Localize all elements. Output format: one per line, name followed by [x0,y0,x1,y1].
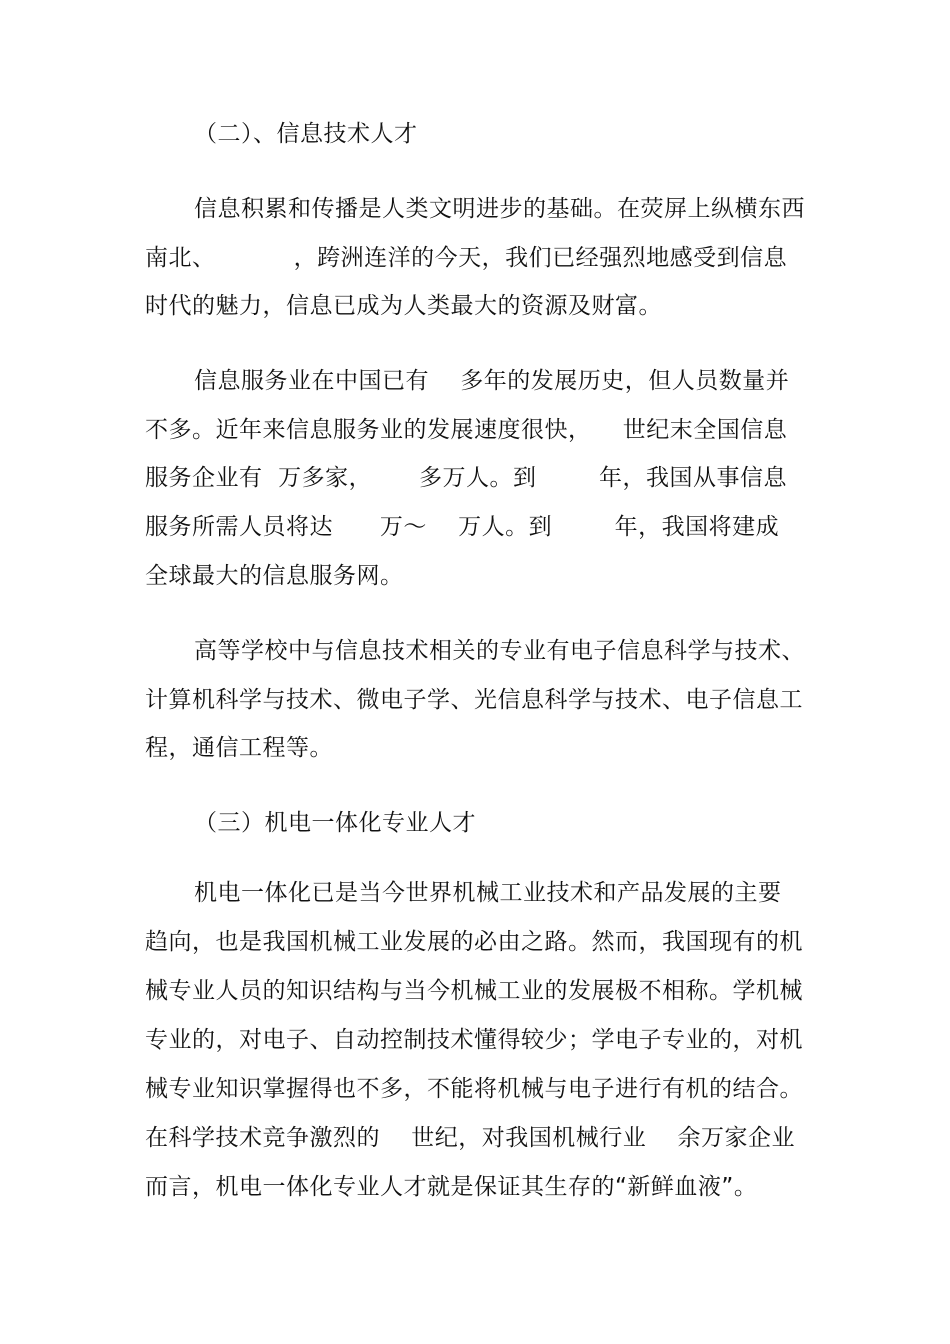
paragraph-line: 南北、 ，跨洲连洋的今天，我们已经强烈地感受到信息 [145,245,788,271]
paragraph-line: 在科学技术竞争激烈的 世纪，对我国机械行业 余万家企业 [145,1125,795,1151]
paragraph-line: 服务所需人员将达 万～ 万人。到 年，我国将建成 [145,514,780,540]
paragraph-line: 程，通信工程等。 [145,735,333,761]
paragraph-line: 专业的，对电子、自动控制技术懂得较少；学电子专业的，对机 [145,1027,803,1053]
paragraph-line: 而言，机电一体化专业人才就是保证其生存的“新鲜血液”。 [145,1174,758,1200]
paragraph-line: 高等学校中与信息技术相关的专业有电子信息科学与技术、 [194,638,805,664]
paragraph-line: 械专业知识掌握得也不多，不能将机械与电子进行有机的结合。 [145,1076,803,1102]
paragraph-line: 计算机科学与技术、微电子学、光信息科学与技术、电子信息工 [145,687,803,713]
paragraph-line: 全球最大的信息服务网。 [145,563,404,589]
paragraph-line: 趋向，也是我国机械工业发展的必由之路。然而，我国现有的机 [145,929,803,955]
paragraph-line: 不多。近年来信息服务业的发展速度很快， 世纪末全国信息 [145,417,788,443]
paragraph-line: 信息服务业在中国已有 多年的发展历史，但人员数量并 [194,368,790,394]
paragraph-line: 机电一体化已是当今世界机械工业技术和产品发展的主要 [194,880,782,906]
paragraph-line: 械专业人员的知识结构与当今机械工业的发展极不相称。学机械 [145,978,803,1004]
section-heading-mechatronics: （三）机电一体化专业人才 [194,810,476,836]
paragraph-line: 信息积累和传播是人类文明进步的基础。在荧屏上纵横东西 [194,196,805,222]
paragraph-line: 时代的魅力，信息已成为人类最大的资源及财富。 [145,293,662,319]
section-heading-information-tech: （二）、信息技术人才 [194,121,418,147]
paragraph-line: 服务企业有 万多家， 多万人。到 年，我国从事信息 [145,465,787,491]
